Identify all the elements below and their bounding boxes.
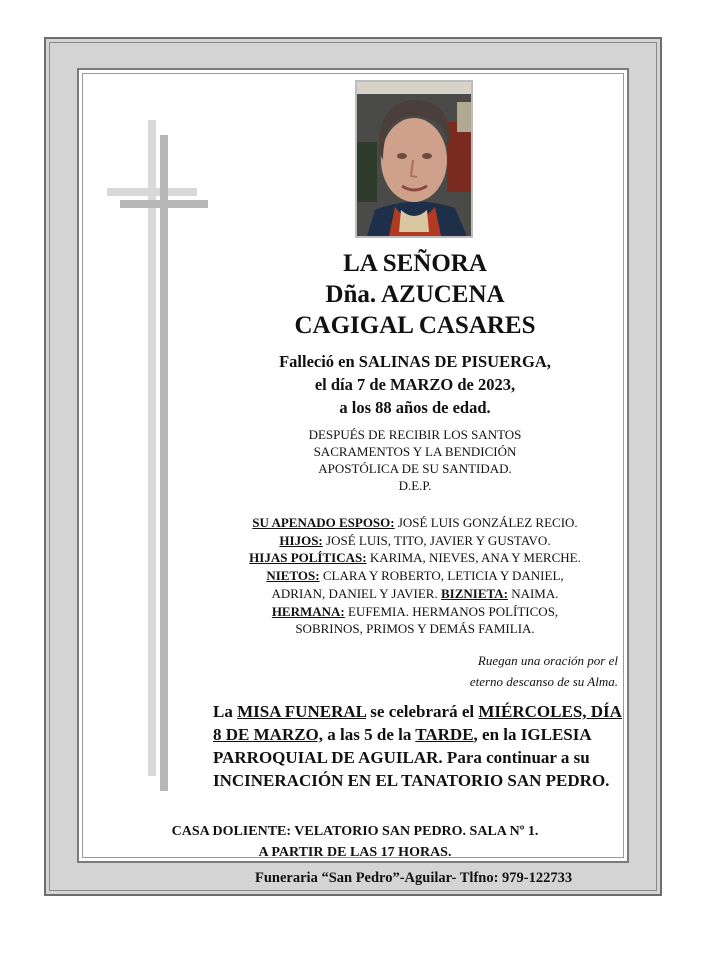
deceased-title [250,248,580,341]
cross-icon-horizontal-light [107,188,197,196]
sacraments-line-2: SACRAMENTOS Y LA BENDICIÓN [313,444,517,459]
great-grandchild-name: NAIMA. [507,585,559,601]
family-others: SOBRINOS, PRIMOS Y DEMÁS FAMILIA. [295,621,535,637]
sacraments-line-1: DESPUÉS DE RECIBIR LOS SANTOS [308,427,522,442]
in-laws-label: HIJAS POLÍTICAS: [249,550,367,566]
mourning-house-line-2: A PARTIR DE LAS 17 HORAS. [258,845,452,860]
sister-names: EUFEMIA. HERMANOS POLÍTICOS, [344,603,559,619]
prayer-line-2: eterno descanso de su Alma. [469,674,618,689]
mass-part-2: se celebrará el [366,702,479,721]
sacraments-text [255,426,575,494]
death-line-3: a los 88 años de edad. [339,398,491,417]
grandchildren-label: NIETOS: [266,568,320,584]
family-grandchildren-cont [212,585,618,603]
great-grandchild-label: BIZNIETA: [440,585,508,601]
sacraments-line-4: D.E.P. [398,478,432,493]
cross-icon-horizontal-dark [120,200,208,208]
family-spouse [212,514,618,532]
funeral-home-footer: Funeraria “San Pedro”-Aguilar- Tlfno: 979-122733 [255,870,573,886]
family-children [212,532,618,550]
mass-part-1: La [213,702,238,721]
children-names: JOSÉ LUIS, TITO, JAVIER Y GUSTAVO. [322,532,551,548]
family-sister [212,603,618,621]
cross-icon-vertical-light [148,120,156,776]
mass-part-4: , en la IGLESIA PARROQUIAL DE AGUILAR. Para continuar a su INCINERACIÓN EN EL TANATORIO SAN PEDRO. [213,725,610,790]
spouse-names: JOSÉ LUIS GONZÁLEZ RECIO. [394,515,578,530]
title-line-3: CAGIGAL CASARES [294,312,536,339]
prayer-text [405,650,618,692]
prayer-line-1: Ruegan una oración por el [477,653,618,668]
family-list [212,514,618,638]
spouse-label: SU APENADO ESPOSO: [252,515,395,530]
portrait-image [357,82,471,236]
family-grandchildren [212,567,618,585]
grandchildren-names-1: CLARA Y ROBERTO, LETICIA Y DANIEL, [319,568,564,584]
title-line-2: Dña. AZUCENA [325,281,505,308]
children-label: HIJOS: [279,532,323,548]
family-in-laws [212,549,618,567]
grandchildren-names-2: ADRIAN, DANIEL Y JAVIER. [271,585,441,601]
sacraments-line-3: APOSTÓLICA DE SU SANTIDAD. [318,461,512,476]
title-line-1: LA SEÑORA [343,250,487,277]
death-line-1: Falleció en SALINAS DE PISUERGA, [279,352,551,371]
mass-funeral-label: MISA FUNERAL [237,702,367,721]
cross-icon-vertical-dark [160,135,168,791]
funeral-mass-text [213,700,623,792]
in-laws-names: KARIMA, NIEVES, ANA Y MERCHE. [366,550,581,566]
death-details [240,350,590,419]
mass-part-3: a las 5 de la [323,725,416,744]
mourning-house-line-1: CASA DOLIENTE: VELATORIO SAN PEDRO. SALA Nº 1. [171,824,539,839]
sister-label: HERMANA: [271,603,345,619]
portrait-photo [355,80,473,238]
mass-afternoon: TARDE [415,725,474,744]
mass-date: MIÉRCOLES, DÍA 8 DE MARZO, [213,702,622,744]
death-line-2: el día 7 de MARZO de 2023, [314,375,516,394]
